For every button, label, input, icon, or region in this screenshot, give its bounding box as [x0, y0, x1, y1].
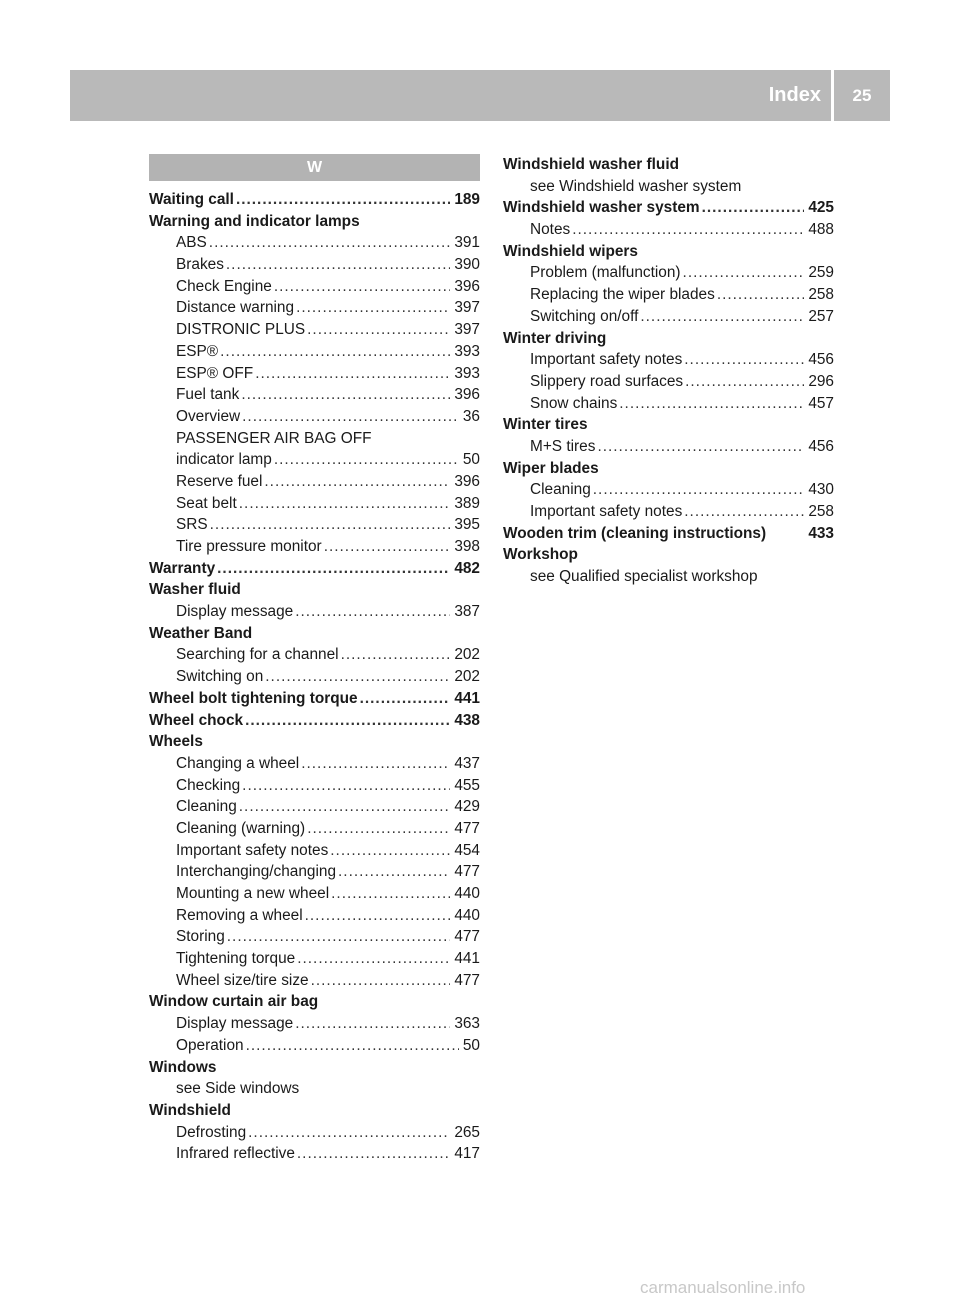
entry-page-number: 438 [454, 711, 480, 729]
index-entry[interactable] [149, 710, 480, 732]
leader-dots [245, 710, 450, 732]
leader-dots [295, 1013, 450, 1035]
index-subentry [503, 566, 834, 588]
entry-label: Changing a wheel [176, 754, 300, 772]
entry-page-number: 456 [808, 351, 834, 369]
entry-label: Workshop [503, 546, 578, 564]
index-subentry [149, 1078, 480, 1100]
entry-page-number: 390 [454, 256, 480, 274]
entry-label: Interchanging/changing [176, 863, 337, 881]
entry-page-number: 396 [454, 386, 480, 404]
leader-dots [295, 601, 450, 623]
entry-page-number: 395 [454, 516, 480, 534]
leader-dots [341, 644, 451, 666]
leader-dots [226, 254, 450, 276]
entry-label: see Windshield washer system [530, 177, 742, 195]
index-column-right [503, 154, 834, 588]
leader-dots [248, 1122, 450, 1144]
leader-dots [717, 284, 805, 306]
index-subentry[interactable] [149, 363, 480, 385]
entry-page-number: 391 [454, 234, 480, 252]
index-subentry[interactable] [149, 818, 480, 840]
entry-label: Mounting a new wheel [176, 885, 330, 902]
entry-label: Problem (malfunction) [530, 264, 681, 282]
index-subentry[interactable] [149, 926, 480, 948]
entry-page-number: 488 [808, 221, 834, 239]
leader-dots [242, 406, 459, 428]
index-subentry[interactable] [503, 262, 834, 284]
entry-page-number: 189 [454, 191, 480, 208]
index-subentry[interactable] [149, 1143, 480, 1165]
entry-label: Warning and indicator lamps [149, 212, 360, 230]
entry-page-number: 389 [454, 494, 480, 512]
entry-page-number: 454 [454, 841, 480, 859]
index-subentry[interactable] [149, 384, 480, 406]
entry-page-number: 257 [808, 307, 834, 325]
index-subentry [503, 176, 834, 198]
index-subentry[interactable] [503, 219, 834, 241]
entry-label: Windshield wipers [503, 242, 638, 260]
entry-page-number: 440 [454, 906, 480, 924]
leader-dots [297, 1143, 450, 1165]
entry-label: Storing [176, 928, 225, 946]
entry-label: SRS [176, 516, 208, 534]
entry-page-number: 36 [462, 407, 480, 425]
entry-page-number: 202 [454, 646, 480, 664]
index-subentry[interactable] [149, 297, 480, 319]
leader-dots [217, 558, 450, 580]
leader-dots [297, 948, 450, 970]
leader-dots [684, 349, 804, 371]
leader-dots [220, 341, 450, 363]
leader-dots [338, 861, 450, 883]
leader-dots [210, 514, 451, 536]
entry-page-number: 398 [454, 538, 480, 555]
leader-dots [246, 1035, 459, 1057]
leader-dots [593, 479, 805, 501]
leader-dots [311, 970, 451, 992]
leader-dots [331, 883, 450, 905]
entry-label: Tire pressure monitor [176, 538, 322, 555]
index-subentry[interactable] [503, 284, 834, 306]
index-entry [503, 154, 834, 176]
entry-page-number: 397 [454, 299, 480, 317]
entry-label: Brakes [176, 256, 224, 274]
entry-page-number: 50 [462, 1036, 480, 1054]
index-subentry[interactable] [149, 1013, 480, 1035]
entry-page-number: 393 [454, 342, 480, 360]
leader-dots [324, 536, 451, 558]
entry-label: Infrared reflective [176, 1145, 295, 1163]
index-entry [149, 1100, 480, 1122]
entry-label: Searching for a channel [176, 646, 339, 664]
index-entry[interactable] [503, 523, 834, 545]
entry-label: PASSENGER AIR BAG OFF [176, 429, 372, 447]
entry-label: Tightening torque [176, 950, 296, 968]
entry-page-number: 457 [808, 394, 834, 412]
leader-dots [301, 753, 450, 775]
index-entry[interactable] [503, 197, 834, 219]
entry-page-number: 202 [454, 668, 480, 686]
index-subentry[interactable] [149, 254, 480, 276]
index-subentry [149, 428, 480, 450]
index-subentry[interactable] [149, 406, 480, 428]
entry-label: Windows [149, 1058, 217, 1076]
entry-label: Wheels [149, 733, 203, 751]
leader-dots [209, 232, 451, 254]
entry-label: Wiper blades [503, 459, 599, 477]
entry-label: Switching on/off [530, 307, 639, 325]
entry-page-number: 430 [808, 481, 834, 499]
entry-label: Fuel tank [176, 386, 240, 404]
entry-label: Switching on [176, 668, 264, 686]
index-subentry[interactable] [149, 232, 480, 254]
entry-label: Cleaning [530, 481, 591, 499]
watermark: carmanualsonline.info [640, 1278, 806, 1297]
entry-page-number: 397 [454, 321, 480, 339]
entry-label: see Side windows [176, 1080, 300, 1098]
index-subentry[interactable] [149, 1122, 480, 1144]
entry-page-number: 363 [454, 1015, 480, 1033]
entry-label: Slippery road surfaces [530, 372, 684, 390]
index-entry[interactable] [149, 688, 480, 710]
entry-label: Seat belt [176, 494, 237, 512]
entry-label: Windshield washer system [503, 199, 700, 217]
entry-page-number: 425 [808, 199, 834, 217]
index-entry [149, 211, 480, 233]
entry-page-number: 393 [454, 364, 480, 382]
index-entry [503, 241, 834, 263]
entry-label: Window curtain air bag [149, 993, 319, 1011]
entry-label: Warranty [149, 559, 216, 577]
entry-label: Wooden trim (cleaning instructions) [503, 524, 767, 542]
leader-dots [684, 501, 804, 523]
entry-page-number: 258 [808, 286, 834, 304]
leader-dots [274, 449, 459, 471]
entry-label: Reserve fuel [176, 472, 263, 490]
entry-label: Defrosting [176, 1123, 247, 1141]
leader-dots [597, 436, 804, 458]
index-subentry[interactable] [149, 753, 480, 775]
leader-dots [572, 219, 804, 241]
index-subentry[interactable] [149, 775, 480, 797]
entry-label: Distance warning [176, 299, 295, 317]
entry-label: Snow chains [530, 394, 618, 412]
index-subentry[interactable] [149, 536, 480, 558]
index-subentry[interactable] [149, 905, 480, 927]
index-subentry[interactable] [503, 306, 834, 328]
leader-dots [640, 306, 804, 328]
entry-page-number: 258 [808, 503, 834, 520]
entry-label: Notes [530, 221, 571, 239]
leader-dots [330, 840, 450, 862]
index-subentry[interactable] [149, 449, 480, 471]
leader-dots [702, 197, 805, 219]
entry-page-number: 396 [454, 472, 480, 490]
entry-label: Weather Band [149, 624, 253, 642]
entry-page-number: 433 [808, 524, 834, 542]
index-entry [503, 414, 834, 436]
index-subentry[interactable] [503, 393, 834, 415]
entry-page-number: 50 [462, 451, 480, 469]
index-subentry[interactable] [503, 349, 834, 371]
leader-dots [685, 371, 804, 393]
entry-page-number: 477 [454, 971, 480, 989]
entry-label: Display message [176, 603, 294, 621]
index-entry[interactable] [149, 558, 480, 580]
leader-dots [305, 905, 451, 927]
leader-dots [239, 493, 451, 515]
index-entry[interactable] [149, 189, 480, 211]
leader-dots [239, 796, 451, 818]
entry-label: see Qualified specialist workshop [530, 568, 758, 586]
entry-label: indicator lamp [176, 451, 272, 469]
index-entry [149, 1057, 480, 1079]
index-entry [503, 458, 834, 480]
header-title: Index [768, 84, 821, 106]
entry-label: Wheel chock [149, 711, 244, 729]
entry-label: Cleaning (warning) [176, 819, 306, 837]
entry-page-number: 456 [808, 437, 834, 455]
index-subentry[interactable] [149, 666, 480, 688]
entry-label: Windshield washer fluid [503, 156, 680, 173]
entry-page-number: 296 [808, 372, 834, 390]
section-letter-heading: W [149, 154, 480, 181]
leader-dots [236, 189, 450, 211]
index-subentry[interactable] [503, 371, 834, 393]
index-subentry[interactable] [149, 341, 480, 363]
entry-page-number: 429 [454, 798, 480, 816]
entry-label: ESP® [176, 342, 219, 360]
leader-dots [274, 276, 450, 298]
entry-label: Display message [176, 1015, 294, 1033]
leader-dots [307, 319, 450, 341]
entry-label: M+S tires [530, 437, 596, 455]
entry-label: Overview [176, 407, 241, 425]
entry-label: Checking [176, 776, 241, 794]
leader-dots [265, 666, 450, 688]
index-entry [149, 623, 480, 645]
index-subentry[interactable] [149, 840, 480, 862]
index-subentry[interactable] [149, 493, 480, 515]
entry-page-number: 441 [454, 950, 480, 968]
entry-page-number: 477 [454, 928, 480, 946]
entry-label: ESP® OFF [176, 364, 254, 382]
entry-label: Winter driving [503, 329, 607, 347]
index-entry [149, 991, 480, 1013]
entry-page-number: 441 [454, 689, 480, 707]
index-entry [503, 328, 834, 350]
entry-label: ABS [176, 234, 207, 252]
index-subentry[interactable] [149, 471, 480, 493]
index-subentry[interactable] [503, 436, 834, 458]
index-subentry[interactable] [149, 796, 480, 818]
leader-dots [227, 926, 451, 948]
index-column-left [149, 189, 480, 1165]
entry-page-number: 396 [454, 277, 480, 295]
leader-dots [296, 297, 450, 319]
leader-dots [360, 688, 451, 710]
entry-page-number: 387 [454, 603, 480, 621]
entry-page-number: 477 [454, 819, 480, 837]
entry-label: Check Engine [176, 277, 272, 295]
entry-label: Wheel size/tire size [176, 971, 309, 989]
entry-page-number: 477 [454, 863, 480, 881]
entry-label: Replacing the wiper blades [530, 286, 715, 304]
leader-dots [242, 775, 450, 797]
index-subentry[interactable] [149, 514, 480, 536]
entry-label: Important safety notes [530, 503, 683, 520]
index-entry [149, 579, 480, 601]
index-subentry[interactable] [149, 601, 480, 623]
entry-label: Operation [176, 1036, 244, 1054]
entry-label: Important safety notes [530, 351, 683, 369]
entry-page-number: 440 [454, 885, 480, 902]
entry-label: Windshield [149, 1101, 231, 1119]
index-subentry[interactable] [149, 883, 480, 905]
index-subentry[interactable] [149, 319, 480, 341]
leader-dots [683, 262, 805, 284]
entry-label: DISTRONIC PLUS [176, 321, 306, 339]
entry-label: Wheel bolt tightening torque [149, 689, 358, 707]
entry-label: Washer fluid [149, 581, 241, 599]
leader-dots [619, 393, 804, 415]
leader-dots [255, 363, 450, 385]
index-subentry[interactable] [149, 970, 480, 992]
leader-dots [264, 471, 450, 493]
leader-dots [241, 384, 450, 406]
index-subentry[interactable] [149, 1035, 480, 1057]
entry-page-number: 455 [454, 776, 480, 794]
index-entry [149, 731, 480, 753]
entry-label: Important safety notes [176, 841, 329, 859]
entry-page-number: 437 [454, 754, 480, 772]
page-number: 25 [852, 86, 872, 105]
entry-label: Waiting call [149, 191, 234, 208]
index-subentry[interactable] [149, 948, 480, 970]
index-subentry[interactable] [149, 644, 480, 666]
entry-page-number: 482 [454, 559, 480, 577]
index-subentry[interactable] [503, 479, 834, 501]
entry-label: Winter tires [503, 416, 588, 434]
entry-label: Removing a wheel [176, 906, 303, 924]
index-entry [503, 544, 834, 566]
entry-page-number: 259 [808, 264, 834, 282]
entry-label: Cleaning [176, 798, 237, 816]
leader-dots [307, 818, 450, 840]
entry-page-number: 417 [454, 1145, 480, 1163]
index-subentry[interactable] [149, 276, 480, 298]
index-subentry[interactable] [503, 501, 834, 523]
index-subentry[interactable] [149, 861, 480, 883]
entry-page-number: 265 [454, 1123, 480, 1141]
